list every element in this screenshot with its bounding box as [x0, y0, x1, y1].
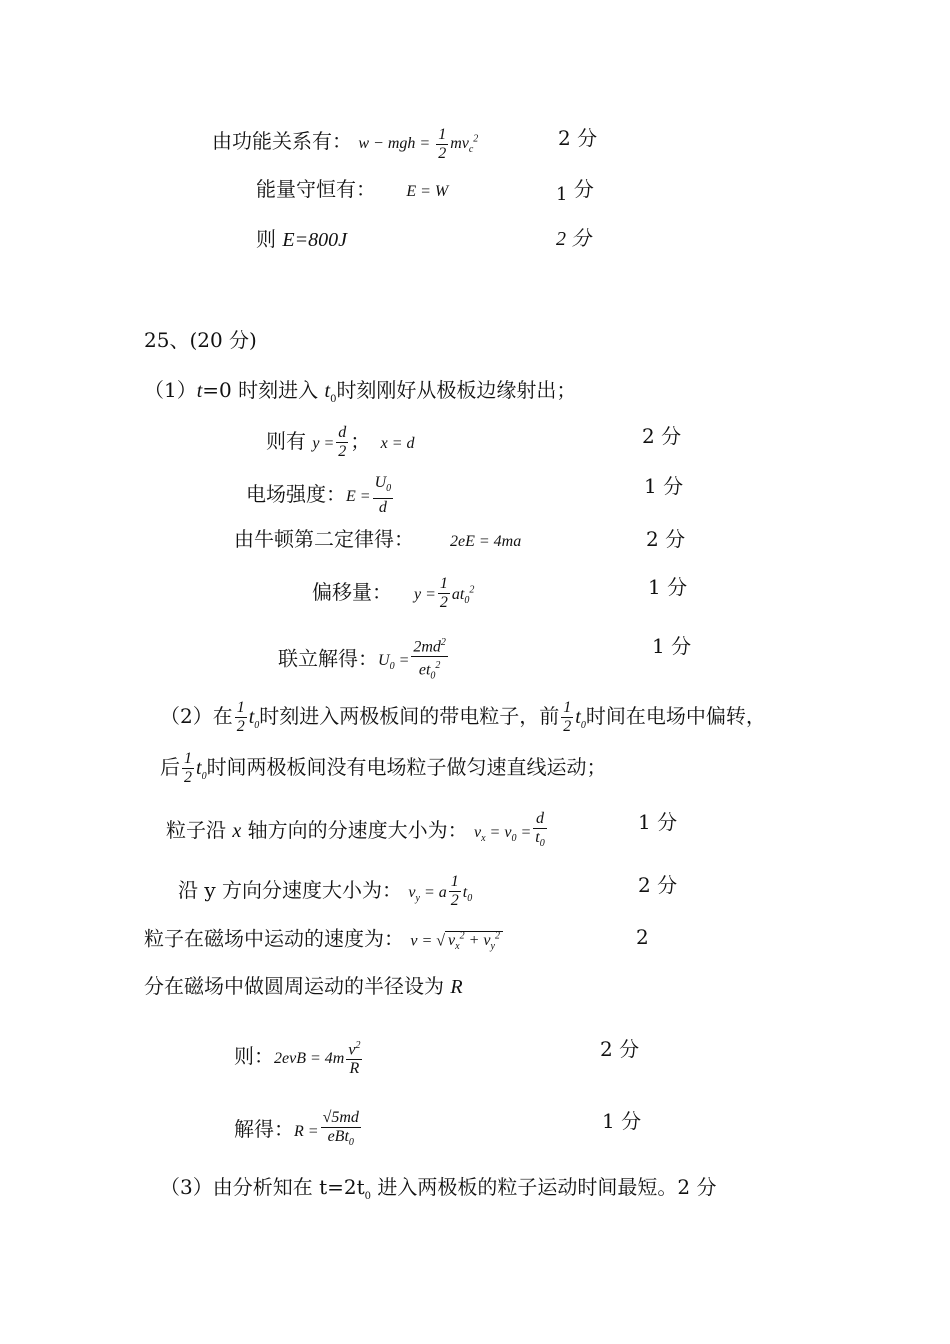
vy-line: 沿 y 方向分速度大小为： $v_y = a$ $\frac{1}{2}$ $t_0$ — [178, 873, 473, 909]
energy-conservation-line: 能量守恒有： E = W — [256, 177, 449, 201]
question-25-header: 25、(20 分) — [144, 328, 257, 352]
part-2-intro-cont: 后 $\frac{1}{2}$ $t_0$时间两极板间没有电场粒子做匀速直线运动； — [160, 750, 607, 786]
score-9: 1 分 — [652, 634, 692, 658]
part-1-intro: （1）t=0 时刻进入 $t_0$时刻刚好从极板边缘射出； — [144, 378, 577, 405]
speed-line: 粒子在磁场中运动的速度为： v = √ $v_x^2 + v_y^2$ — [144, 925, 503, 960]
score-12: 2 — [636, 925, 649, 949]
energy-result-line: 则 E=800J — [256, 227, 347, 251]
offset-line: 偏移量： y = $\frac{1}{2}$ $at_0^2$ — [312, 575, 475, 611]
score-11: 2 分 — [638, 873, 678, 897]
score-7: 2 分 — [646, 527, 686, 551]
score-15: 1 分 — [602, 1109, 642, 1133]
field-strength-line: 电场强度：E = $\frac{U_0}{d}$ — [246, 474, 392, 517]
newton-law-line: 由牛顿第二定律得： 2eE = 4ma — [234, 527, 522, 551]
part-3-line: （3）由分析知在 $t=2t_0$ 进入两极板的粒子运动时间最短。2 分 — [160, 1175, 717, 1202]
score-14: 2 分 — [600, 1037, 640, 1061]
radius-intro-line: 分在磁场中做圆周运动的半径设为 R — [144, 974, 463, 998]
score-1: 2 分 — [558, 126, 598, 150]
vx-line: 粒子沿 x 轴方向的分速度大小为： $v_x = v_0$ = $\frac{d}{t_0}$ — [166, 810, 545, 850]
part-2-intro: （2）在 $\frac{1}{2}$ $t_0$时刻进入两极板间的带电粒子，前 $\frac{1}{2}$ $t_0$时间在电场中偏转， — [160, 699, 766, 735]
lorentz-line: 则：2evB = 4m $\frac{v^2}{R}$ — [234, 1037, 364, 1078]
score-5: 2 分 — [642, 424, 682, 448]
score-10: 1 分 — [638, 810, 678, 834]
radius-result-line: 解得：R = $\frac{√5md}{eBt_0}$ — [234, 1109, 359, 1149]
score-8: 1 分 — [648, 575, 688, 599]
score-3: 2 分 — [556, 228, 591, 250]
energy-relation-label: 由功能关系有： — [212, 129, 352, 154]
score-2: 1 分 — [556, 177, 594, 205]
energy-relation-line — [212, 126, 478, 163]
displacement-line: 则有 y = $\frac{d}{2}$ ； x = d — [266, 424, 415, 460]
solve-u0-line: 联立解得：$U_0$ = $\frac{2md^2}{et_0^2}$ — [278, 634, 450, 686]
energy-relation-eq: w − mgh = $\frac{1}{2}$ $mv_c^2$ — [358, 126, 479, 162]
score-6: 1 分 — [644, 474, 684, 498]
